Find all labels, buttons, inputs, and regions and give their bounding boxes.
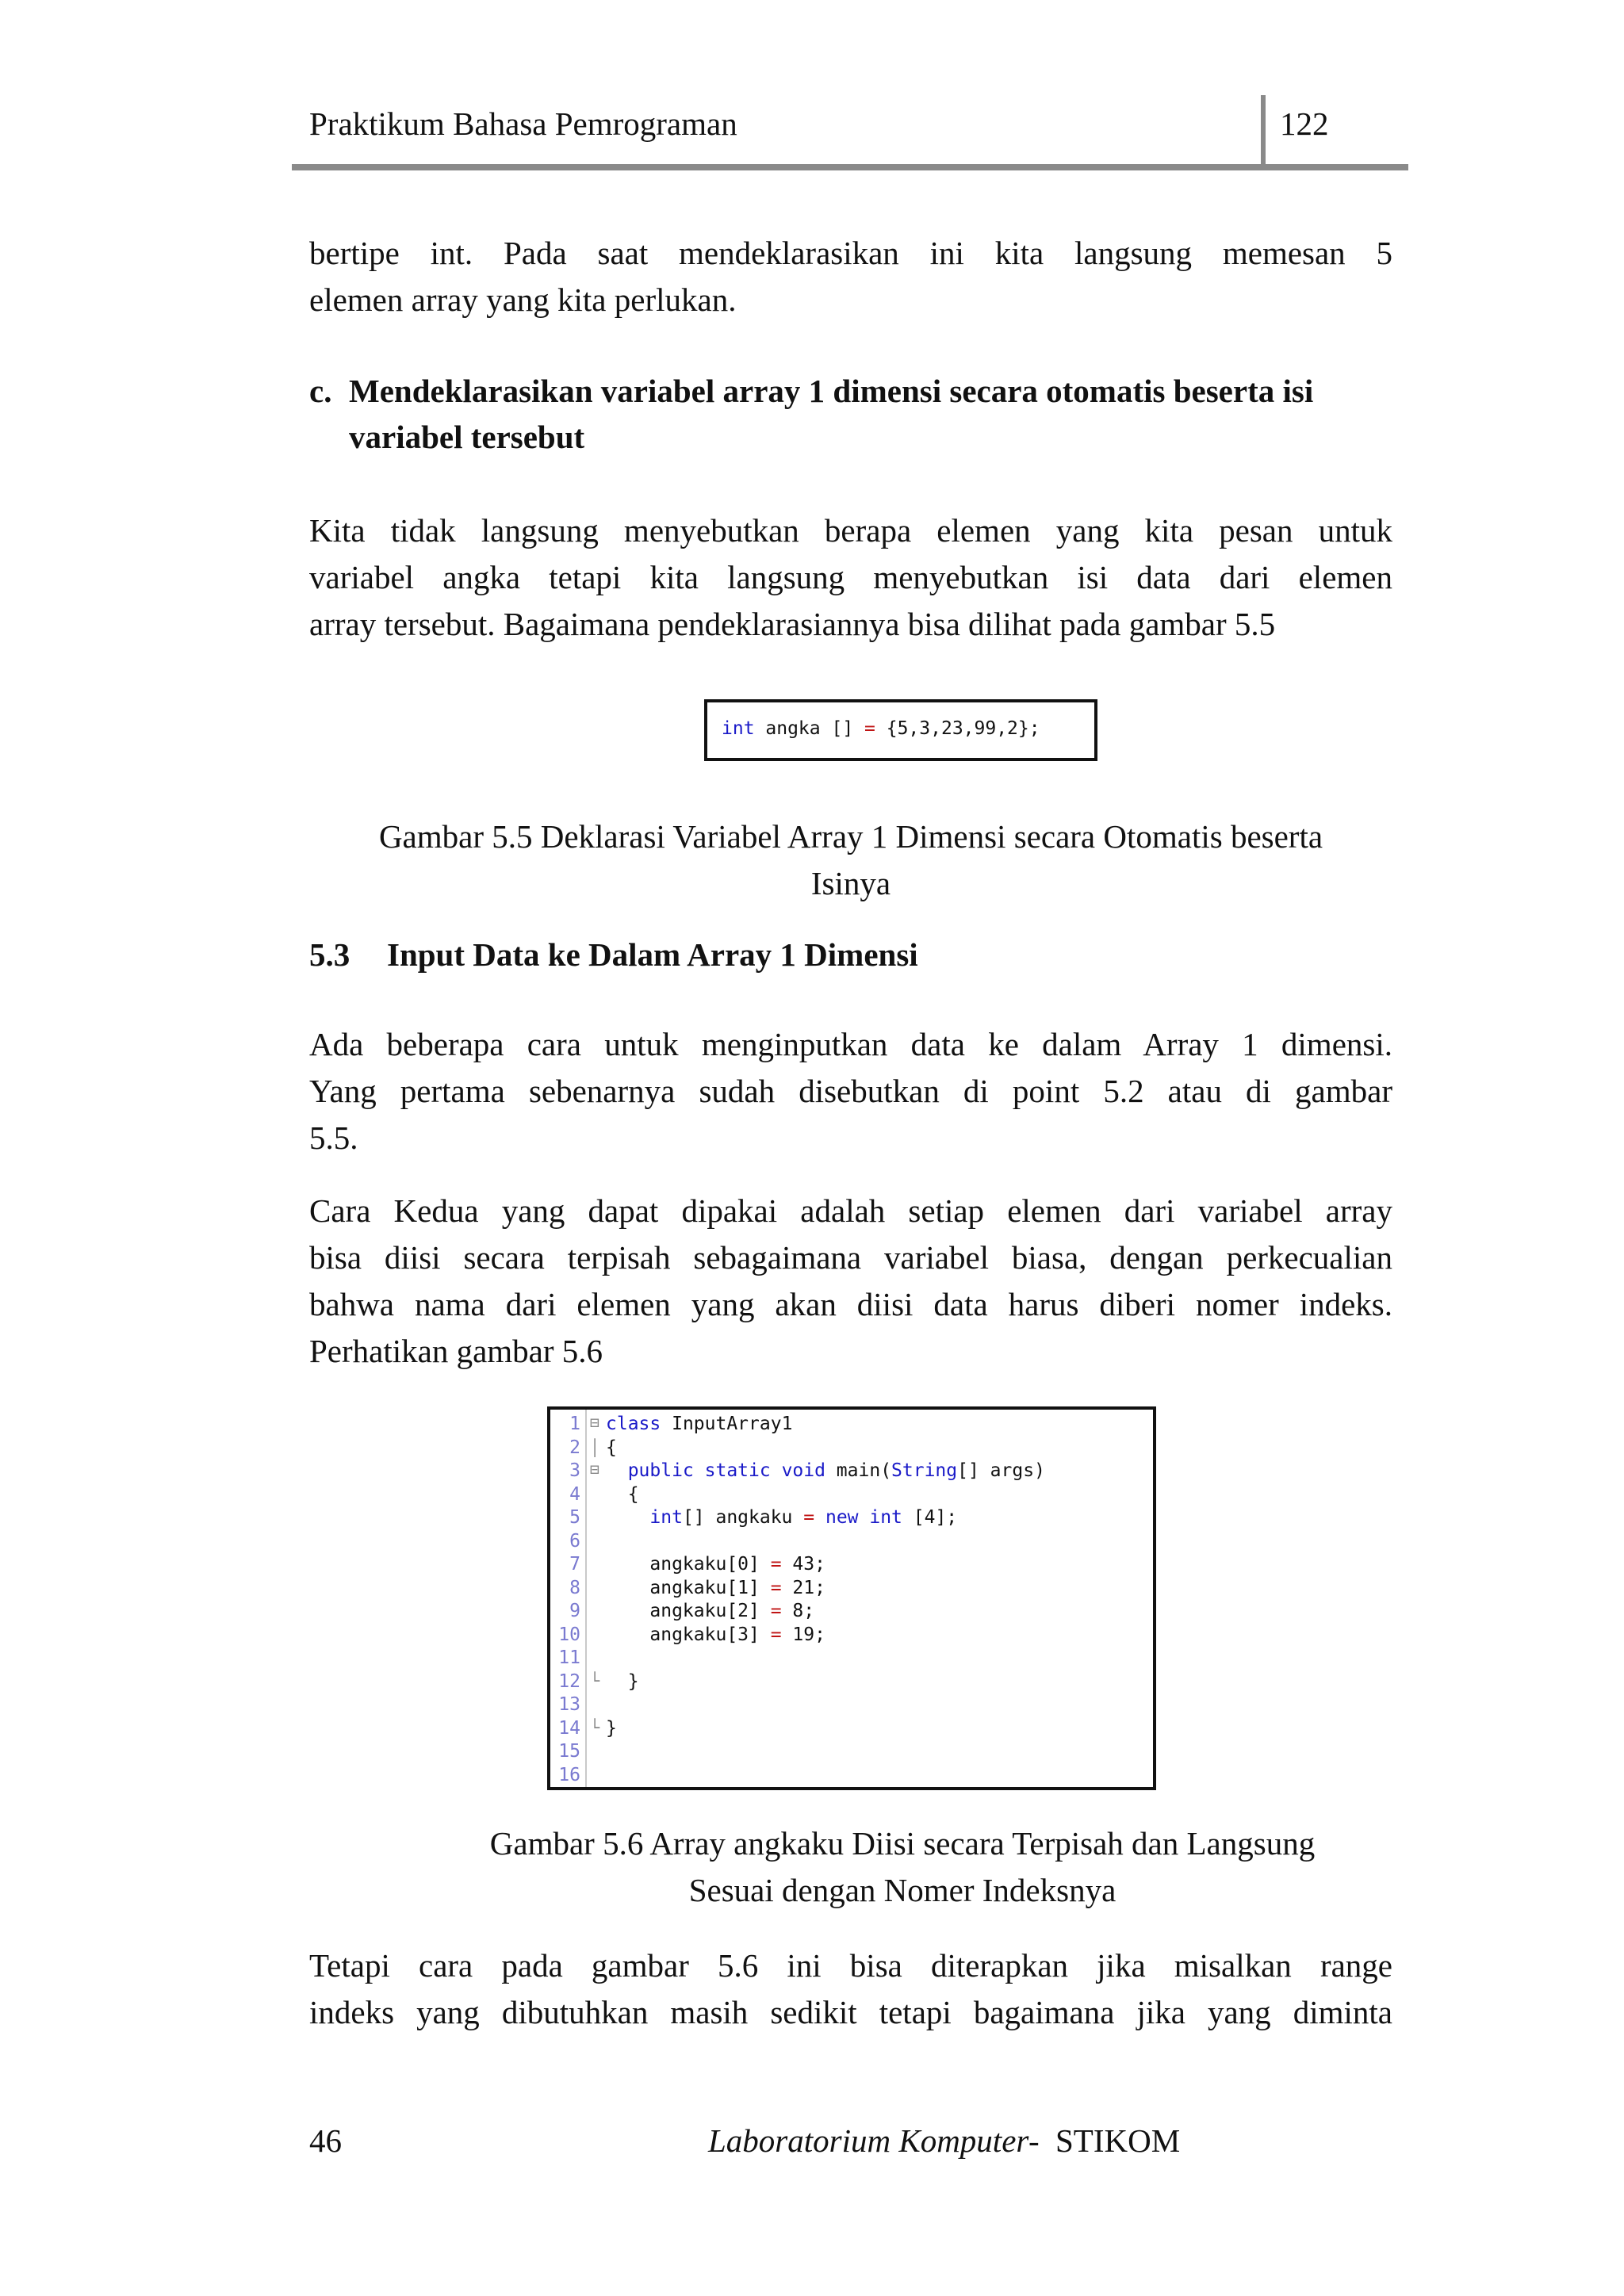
code-text: angkaku[2] xyxy=(649,1601,771,1621)
header-rule xyxy=(292,164,1408,170)
code-row xyxy=(606,1413,1045,1437)
code-row xyxy=(606,1670,1045,1694)
paragraph-line: Yang pertama sebenarnya sudah disebutkan di point 5.2 atau di gambar xyxy=(309,1073,1392,1109)
fold-collapse-icon[interactable]: ⊟ xyxy=(590,1413,600,1432)
line-number: 16 xyxy=(558,1764,580,1785)
code-row xyxy=(606,1624,1045,1647)
line-number: 7 xyxy=(569,1554,580,1575)
fold-collapse-icon[interactable]: ⊟ xyxy=(590,1460,600,1479)
code-row xyxy=(606,1740,1045,1764)
code-text xyxy=(606,1601,649,1621)
paragraph-line: variabel angka tetapi kita langsung menyebutkan isi data dari elemen xyxy=(309,559,1392,595)
fold-end-icon: └ xyxy=(590,1718,600,1737)
header-divider xyxy=(1261,95,1266,168)
code-text: angkaku[1] xyxy=(649,1577,771,1598)
paragraph-line: array tersebut. Bagaimana pendeklarasiannya bisa dilihat pada gambar 5.5 xyxy=(309,606,1276,642)
code-row xyxy=(606,1693,1045,1717)
footer-page-number: 46 xyxy=(309,2122,342,2159)
line-number: 4 xyxy=(569,1483,580,1505)
paragraph-4 xyxy=(309,1188,1392,1375)
code-text xyxy=(606,1578,649,1598)
paragraph-line: elemen array yang kita perlukan. xyxy=(309,281,737,318)
code-text: angkaku[3] xyxy=(649,1624,771,1645)
section-number: 5.3 xyxy=(309,936,350,973)
caption-line: Isinya xyxy=(810,865,891,901)
code-row xyxy=(606,1506,1045,1530)
code-row xyxy=(606,1647,1045,1670)
paragraph-line: bisa diisi secara terpisah sebagaimana variabel biasa, dengan perkecualian xyxy=(309,1239,1392,1276)
fold-line-icon: │ xyxy=(590,1438,600,1457)
code-keyword: int xyxy=(649,1507,683,1528)
paragraph-1 xyxy=(309,230,1392,323)
code-operator: = xyxy=(770,1554,782,1575)
paragraph-line: Perhatikan gambar 5.6 xyxy=(309,1333,603,1369)
code-figure-5-6 xyxy=(547,1406,1156,1790)
caption-line: Gambar 5.6 Array angkaku Diisi secara Terpisah dan Langsung xyxy=(489,1825,1316,1862)
code-operator: = xyxy=(770,1601,782,1621)
paragraph-line: 5.5. xyxy=(309,1119,358,1156)
code-text: [4]; xyxy=(902,1507,958,1528)
code-row xyxy=(606,1717,1045,1741)
line-number: 6 xyxy=(569,1530,580,1552)
footer-lab-name: Laboratorium Komputer xyxy=(708,2122,1029,2159)
header-title: Praktikum Bahasa Pemrograman xyxy=(309,105,737,142)
line-number: 3 xyxy=(569,1460,580,1481)
paragraph-line: bertipe int. Pada saat mendeklarasikan ini kita langsung memesan 5 xyxy=(309,235,1392,271)
code-keyword: new int xyxy=(814,1507,902,1528)
code-text: 43; xyxy=(781,1554,825,1575)
paragraph-2 xyxy=(309,507,1392,648)
paragraph-line: Tetapi cara pada gambar 5.6 ini bisa diterapkan jika misalkan range xyxy=(309,1947,1392,1984)
code-text: { xyxy=(606,1483,639,1505)
line-number: 13 xyxy=(558,1694,580,1715)
code-keyword: String xyxy=(891,1460,958,1481)
code-row xyxy=(606,1530,1045,1554)
caption-line: Sesuai dengan Nomer Indeksnya xyxy=(688,1872,1116,1908)
caption-line: Gambar 5.5 Deklarasi Variabel Array 1 Dimensi secara Otomatis beserta xyxy=(378,818,1323,855)
code-text: angka [] xyxy=(754,718,865,739)
paragraph-line: Kita tidak langsung menyebutkan berapa elemen yang kita pesan untuk xyxy=(309,512,1392,549)
code-text xyxy=(606,1624,649,1645)
figure-caption-5-5 xyxy=(309,813,1392,907)
paragraph-line: bahwa nama dari elemen yang akan diisi data harus diberi nomer indeks. xyxy=(309,1286,1392,1322)
code-row xyxy=(606,1437,1045,1460)
code-lines xyxy=(606,1413,1045,1787)
code-row xyxy=(606,1600,1045,1624)
line-number: 10 xyxy=(558,1624,580,1645)
footer-separator: - xyxy=(1028,2122,1040,2159)
line-number-gutter xyxy=(550,1413,582,1787)
code-text xyxy=(606,1507,649,1528)
section-title: Input Data ke Dalam Array 1 Dimensi xyxy=(387,936,918,973)
footer-org: STIKOM xyxy=(1055,2122,1181,2159)
line-number: 5 xyxy=(569,1507,580,1528)
code-row xyxy=(606,1553,1045,1577)
code-operator: = xyxy=(864,718,875,739)
line-number: 8 xyxy=(569,1577,580,1598)
code-row xyxy=(606,1577,1045,1601)
code-figure-5-5 xyxy=(704,699,1097,761)
header-page-number: 122 xyxy=(1280,105,1329,142)
line-number: 9 xyxy=(569,1601,580,1621)
paragraph-3 xyxy=(309,1021,1392,1161)
paragraph-line: Cara Kedua yang dapat dipakai adalah setiap elemen dari variabel array xyxy=(309,1192,1392,1229)
code-row xyxy=(606,1764,1045,1788)
code-keyword: int xyxy=(722,718,755,739)
code-operator: = xyxy=(803,1507,815,1528)
gutter-separator xyxy=(585,1410,587,1787)
code-operator: = xyxy=(770,1577,782,1598)
fold-end-icon: └ xyxy=(590,1671,600,1690)
code-text: 21; xyxy=(781,1577,825,1598)
code-text: InputArray1 xyxy=(661,1414,793,1434)
line-number: 12 xyxy=(558,1670,580,1692)
line-number: 2 xyxy=(569,1437,580,1458)
subheading-line: variabel tersebut xyxy=(349,419,585,455)
paragraph-5 xyxy=(309,1942,1392,2036)
line-number: 11 xyxy=(558,1647,580,1668)
code-keyword: class xyxy=(606,1414,661,1434)
code-text: [] angkaku xyxy=(682,1507,804,1528)
subheading-marker: c. xyxy=(309,373,332,409)
code-text: 19; xyxy=(781,1624,825,1645)
code-text: {5,3,23,99,2}; xyxy=(875,718,1040,739)
code-line xyxy=(722,718,1040,739)
code-row xyxy=(606,1483,1045,1507)
code-text: main( xyxy=(825,1460,892,1481)
figure-caption-5-6 xyxy=(412,1820,1392,1914)
code-text: } xyxy=(606,1717,617,1739)
code-text: [] args) xyxy=(957,1460,1045,1481)
line-number: 15 xyxy=(558,1741,580,1762)
line-number: 1 xyxy=(569,1414,580,1434)
code-text: 8; xyxy=(781,1601,815,1621)
code-text xyxy=(606,1554,649,1575)
code-keyword: public static void xyxy=(627,1460,825,1481)
code-text: { xyxy=(606,1437,617,1458)
code-operator: = xyxy=(770,1624,782,1645)
line-number: 14 xyxy=(558,1717,580,1739)
code-text: } xyxy=(606,1670,639,1692)
code-text: angkaku[0] xyxy=(649,1554,771,1575)
paragraph-line: Ada beberapa cara untuk menginputkan data ke dalam Array 1 dimensi. xyxy=(309,1026,1392,1062)
subheading-line: Mendeklarasikan variabel array 1 dimensi secara otomatis beserta isi xyxy=(349,373,1314,409)
code-text xyxy=(606,1460,628,1481)
paragraph-line: indeks yang dibutuhkan masih sedikit tetapi bagaimana jika yang diminta xyxy=(309,1994,1392,2030)
code-row xyxy=(606,1460,1045,1483)
